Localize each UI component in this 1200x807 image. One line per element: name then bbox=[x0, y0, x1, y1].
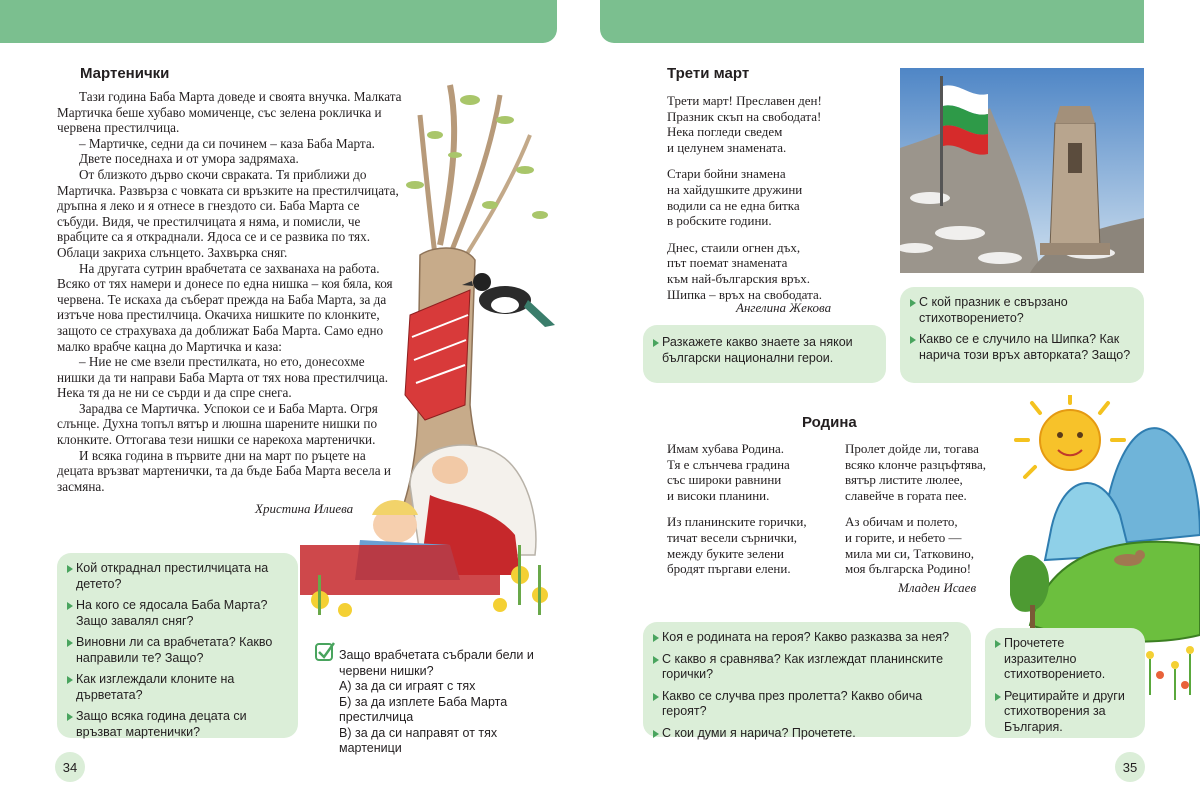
story-title: Мартенички bbox=[80, 65, 170, 82]
task-item: Прочетете изразително стихотворението. bbox=[995, 636, 1135, 683]
question-item: Как изглеждали клоните на дърветата? bbox=[67, 672, 288, 703]
poem-stanza: Трети март! Преславен ден! Празник скъп на свободата! Нека погледи сведем и целунем знамената. bbox=[667, 93, 822, 155]
poem-stanza: Днес, стаили огнен дъх, път поемат знамената към най-българския връх. Шипка – връх на свободата. bbox=[667, 239, 822, 302]
poem-title-rodina: Родина bbox=[802, 414, 857, 431]
poem-rodina-column-2 bbox=[845, 441, 1020, 588]
poem-stanza: Пролет дойде ли, тогава всяко клонче разцъфтява, вятър листите люлее, славейче в гората пее. bbox=[845, 441, 987, 503]
poem1-author: Ангелина Жекова bbox=[736, 300, 832, 315]
story-paragraph: На другата сутрин врабчетата се захванаха на работа. Всяко от тях намери и донесе по една нишка – коя бяла, коя червена. Те искаха да съберат прежда на Баба Марта, за да изтъче нова престилчица. Окачиха нишките по клонките, защото се страхуваха да доближат Баба Марта. Само едно малко врабче кацна до Мартичка и каза: bbox=[57, 260, 393, 354]
header-tab-left bbox=[0, 0, 557, 43]
multiple-choice-task bbox=[339, 648, 554, 757]
task-option: В) за да си направят от тях мартеници bbox=[339, 725, 498, 755]
story-paragraph: Зарадва се Мартичка. Успокои се и Баба Марта. Огря слънце. Духна топъл вятър и люшна шарените нишки по клонките. Оттогава тези нишки се нарекоха мартенички. bbox=[57, 400, 378, 448]
baba-marta-illustration bbox=[300, 75, 558, 620]
checkmark-task-icon bbox=[315, 642, 335, 662]
poem-stanza: Стари бойни знамена на хайдушките дружини водили са не една битка в робските години. bbox=[667, 166, 803, 229]
triangle-bullet-icon bbox=[67, 602, 73, 610]
poem-title-treti-mart: Трети март bbox=[667, 65, 750, 82]
poem1-questions-box bbox=[900, 287, 1144, 383]
poem2-questions-box bbox=[643, 622, 971, 740]
story-paragraph: – Ние не сме взели престилката, но ето, донесохме нишки да ти направи Баба Марта от тях нова престилчица. Нека тя да не ни се сърди и да спре снега. bbox=[57, 354, 389, 401]
story-questions-box bbox=[57, 553, 298, 738]
story-paragraph: – Мартичке, седни да си починем – каза Баба Марта. bbox=[79, 135, 375, 151]
poem2-author: Младен Исаев bbox=[898, 580, 977, 595]
question-item: Защо всяка година децата си връзват мартенички? bbox=[67, 709, 288, 740]
triangle-bullet-icon bbox=[995, 693, 1001, 701]
story-author: Христина Илиева bbox=[255, 501, 354, 516]
recitation-tasks-box bbox=[985, 628, 1145, 738]
question-item: Виновни ли са врабчетата? Какво направили те? Защо? bbox=[67, 635, 288, 666]
triangle-bullet-icon bbox=[67, 713, 73, 721]
page-number-left: 34 bbox=[55, 752, 85, 782]
shipka-monument-photo bbox=[900, 68, 1144, 273]
task-question: Защо врабчетата събрали бели и червени нишки? bbox=[339, 648, 534, 678]
story-paragraph: И всяка година в първите дни на март по ръцете на децата връзват мартенички, та да бъде Баба Марта весела и засмяна. bbox=[57, 447, 391, 494]
triangle-bullet-icon bbox=[67, 676, 73, 684]
question-item: Какво се случва през пролетта? Какво обича героят? bbox=[653, 689, 961, 720]
question-item: С кои думи я нарича? Прочетете. bbox=[653, 726, 961, 742]
poem-stanza: Из планинските горички, тичат весели сърнички, между буките зелени бродят пъргави елени. bbox=[667, 514, 807, 577]
triangle-bullet-icon bbox=[67, 639, 73, 647]
heroes-task-box bbox=[643, 325, 886, 383]
triangle-bullet-icon bbox=[910, 299, 916, 307]
question-item: Какво се е случило на Шипка? Как нарича този връх авторката? Защо? bbox=[910, 332, 1134, 363]
page-number-right: 35 bbox=[1115, 752, 1145, 782]
triangle-bullet-icon bbox=[653, 656, 659, 664]
question-item: Разкажете какво знаете за някои български национални герои. bbox=[653, 335, 876, 366]
poem-stanza: Имам хубава Родина. Тя е слънчева градина със широки равнини и високи планини. bbox=[667, 441, 790, 503]
poem-rodina-column-1 bbox=[667, 441, 837, 588]
poem-stanza: Аз обичам и полето, и горите, и небето — мила ми си, Татковино, моя българска Родино! bbox=[845, 514, 975, 577]
triangle-bullet-icon bbox=[653, 693, 659, 701]
triangle-bullet-icon bbox=[653, 730, 659, 738]
poem-treti-mart bbox=[667, 93, 887, 313]
question-item: С какво я сравнява? Как изглеждат планинските горички? bbox=[653, 652, 961, 683]
question-item: С кой празник е свързано стихотворението? bbox=[910, 295, 1134, 326]
question-item: На кого се ядосала Баба Марта? Защо завалял сняг? bbox=[67, 598, 288, 629]
triangle-bullet-icon bbox=[653, 339, 659, 347]
story-paragraph: От близкото дърво скочи свраката. Тя приближи до Мартичка. Развърза с човката си връзките на престилчицата, дръпна я леко и я отнесе в гнездото си. Баба Марта се събуди. Видя, че престилчицата я няма, и помисли, че врабците са я откраднали. Ядоса се и се развика по тях. Облаци закриха слънцето. Захвърка сняг. bbox=[57, 166, 399, 260]
question-item: Кой откраднал престилчицата на детето? bbox=[67, 561, 288, 592]
story-paragraph: Двете поседнаха и от умора задрямаха. bbox=[79, 151, 299, 167]
story-paragraph: Тази година Баба Марта доведе и своята внучка. Малката Мартичка беше хубаво момиченце, със зелена рокличка и червена престилчица. bbox=[57, 89, 402, 136]
header-tab-right bbox=[600, 0, 1144, 43]
question-item: Коя е родината на героя? Какво разказва за нея? bbox=[653, 630, 961, 646]
triangle-bullet-icon bbox=[995, 640, 1001, 648]
triangle-bullet-icon bbox=[910, 336, 916, 344]
task-option: Б) за да изплете Баба Марта престилчица bbox=[339, 694, 508, 724]
triangle-bullet-icon bbox=[653, 634, 659, 642]
task-option: А) за да си играят с тях bbox=[339, 679, 476, 693]
task-item: Рецитирайте и други стихотворения за България. bbox=[995, 689, 1135, 736]
triangle-bullet-icon bbox=[67, 565, 73, 573]
